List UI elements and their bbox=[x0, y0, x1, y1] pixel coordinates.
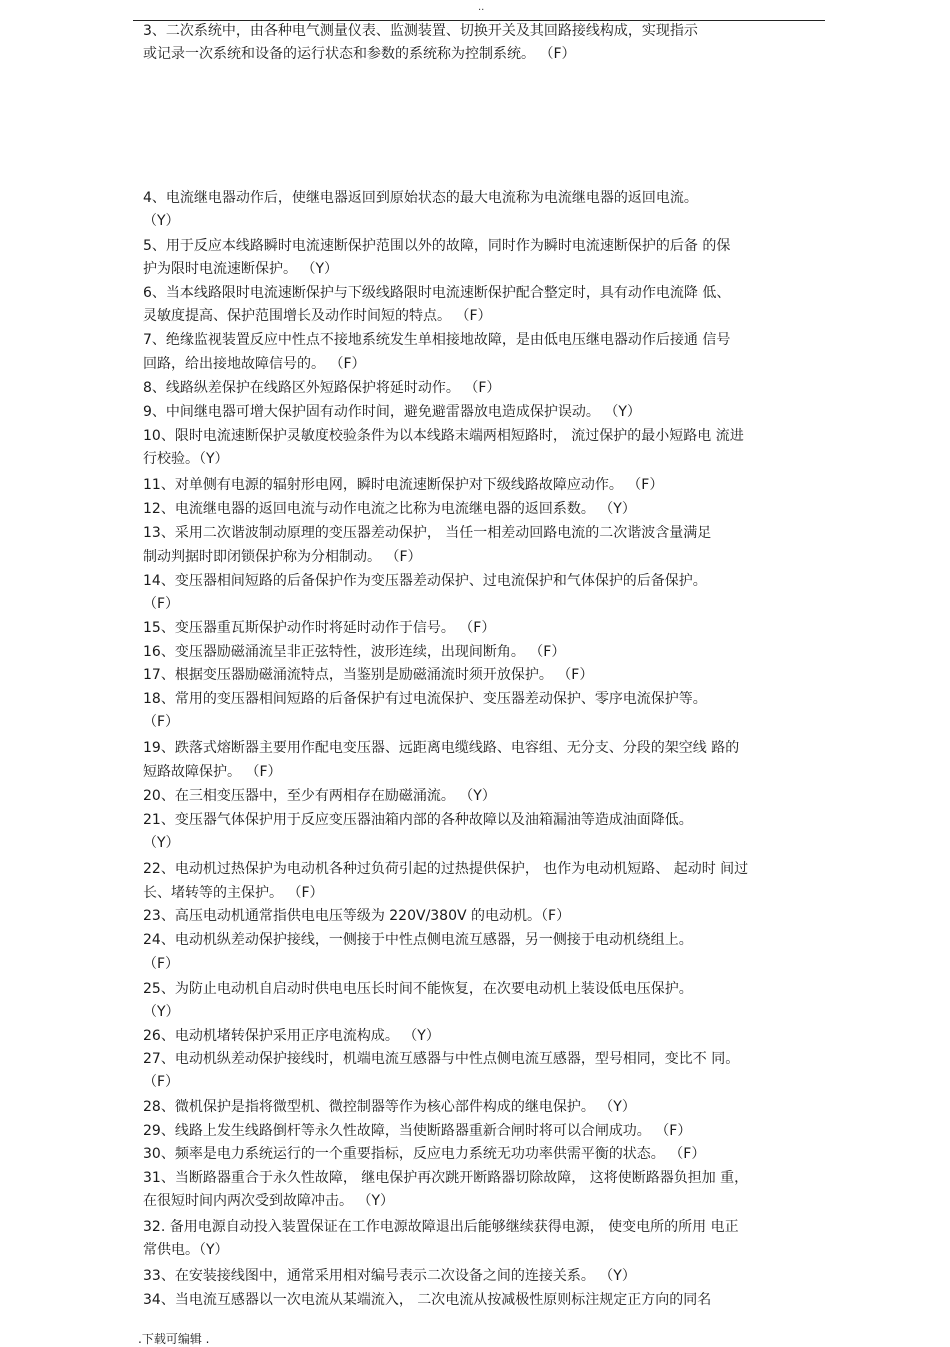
text-line: 8、线路纵差保护在线路区外短路保护将延时动作。 （F） bbox=[143, 380, 501, 396]
text-line: 9、中间继电器可增大保护固有动作时间，避免避雷器放电造成保护误动。 （Y） bbox=[143, 404, 641, 420]
text-line: 4、电流继电器动作后，使继电器返回到原始状态的最大电流称为电流继电器的返回电流。 bbox=[143, 190, 698, 206]
text-line: 14、变压器相间短路的后备保护作为变压器差动保护、过电流保护和气体保护的后备保护。 bbox=[143, 573, 707, 589]
text-line: 行校验。（Y） bbox=[143, 451, 229, 467]
text-line: 32. 备用电源自动投入装置保证在工作电源故障退出后能够继续获得电源， 使变电所的所用 电正 bbox=[143, 1219, 739, 1235]
text-line: 11、对单侧有电源的辐射形电网，瞬时电流速断保护对下级线路故障应动作。 （F） bbox=[143, 477, 664, 493]
text-line: 5、用于反应本线路瞬时电流速断保护范围以外的故障，同时作为瞬时电流速断保护的后备 的保 bbox=[143, 238, 731, 254]
text-line: 29、线路上发生线路倒杆等永久性故障，当使断路器重新合闸时将可以合闸成功。 （F） bbox=[143, 1123, 692, 1139]
text-line: 回路，给出接地故障信号的。 （F） bbox=[143, 356, 366, 372]
text-line: 3、二次系统中，由各种电气测量仪表、监测装置、切换开关及其回路接线构成，实现指示 bbox=[143, 23, 698, 39]
text-line: 制动判据时即闭锁保护称为分相制动。 （F） bbox=[143, 549, 422, 565]
text-line: 20、在三相变压器中，至少有两相存在励磁涌流。 （Y） bbox=[143, 788, 496, 804]
text-line: （F） bbox=[143, 1074, 180, 1090]
text-line: 22、电动机过热保护为电动机各种过负荷引起的过热提供保护， 也作为电动机短路、 起动时 间过 bbox=[143, 861, 749, 877]
text-line: 18、常用的变压器相间短路的后备保护有过电流保护、变压器差动保护、零序电流保护等。 bbox=[143, 691, 707, 707]
text-line: 27、电动机纵差动保护接线时，机端电流互感器与中性点侧电流互感器，型号相同，变比不 同。 bbox=[143, 1051, 740, 1067]
text-line: 19、跌落式熔断器主要用作配电变压器、远距离电缆线路、电容组、无分支、分段的架空线 路的 bbox=[143, 740, 740, 756]
text-line: （F） bbox=[143, 596, 180, 612]
text-line: 短路故障保护。 （F） bbox=[143, 764, 282, 780]
header-rule bbox=[133, 20, 825, 21]
text-line: 17、根据变压器励磁涌流特点，当鉴别是励磁涌流时须开放保护。 （F） bbox=[143, 667, 594, 683]
text-line: （Y） bbox=[143, 1004, 180, 1020]
text-line: 24、电动机纵差动保护接线，一侧接于中性点侧电流互感器，另一侧接于电动机绕组上。 bbox=[143, 932, 693, 948]
text-line: 28、微机保护是指将微型机、微控制器等作为核心部件构成的继电保护。 （Y） bbox=[143, 1099, 636, 1115]
text-line: 或记录一次系统和设备的运行状态和参数的系统称为控制系统。 （F） bbox=[143, 46, 576, 62]
text-line: 16、变压器励磁涌流呈非正弦特性，波形连续，出现间断角。 （F） bbox=[143, 644, 566, 660]
text-line: 25、为防止电动机自启动时供电电压长时间不能恢复，在次要电动机上装设低电压保护。 bbox=[143, 981, 693, 997]
text-line: 33、在安装接线图中，通常采用相对编号表示二次设备之间的连接关系。 （Y） bbox=[143, 1268, 636, 1284]
text-line: 长、堵转等的主保护。 （F） bbox=[143, 885, 324, 901]
text-line: 13、采用二次谐波制动原理的变压器差动保护， 当任一相差动回路电流的二次谐波含量满足 bbox=[143, 525, 712, 541]
text-line: （F） bbox=[143, 956, 180, 972]
text-line: 23、高压电动机通常指供电电压等级为 220V/380V 的电动机。（F） bbox=[143, 908, 571, 924]
text-line: 护为限时电流速断保护。 （Y） bbox=[143, 261, 339, 277]
text-line: （Y） bbox=[143, 213, 180, 229]
text-line: 21、变压器气体保护用于反应变压器油箱内部的各种故障以及油箱漏油等造成油面降低。 bbox=[143, 812, 693, 828]
text-line: 31、当断路器重合于永久性故障， 继电保护再次跳开断路器切除故障， 这将使断路器负担加 重， bbox=[143, 1170, 749, 1186]
text-line: 在很短时间内两次受到故障冲击。 （Y） bbox=[143, 1193, 395, 1209]
text-line: 12、电流继电器的返回电流与动作电流之比称为电流继电器的返回系数。 （Y） bbox=[143, 501, 636, 517]
text-line: （Y） bbox=[143, 835, 180, 851]
text-line: 灵敏度提高、保护范围增长及动作时间短的特点。 （F） bbox=[143, 308, 492, 324]
text-line: 15、变压器重瓦斯保护动作时将延时动作于信号。 （F） bbox=[143, 620, 496, 636]
text-line: 6、当本线路限时电流速断保护与下级线路限时电流速断保护配合整定时，具有动作电流降 低、 bbox=[143, 285, 731, 301]
text-line: 7、绝缘监视装置反应中性点不接地系统发生单相接地故障，是由低电压继电器动作后接通 信号 bbox=[143, 332, 731, 348]
text-line: 常供电。（Y） bbox=[143, 1242, 229, 1258]
text-line: 30、频率是电力系统运行的一个重要指标，反应电力系统无功功率供需平衡的状态。 （F） bbox=[143, 1146, 706, 1162]
text-line: （F） bbox=[143, 714, 180, 730]
text-line: 34、当电流互感器以一次电流从某端流入， 二次电流从按减极性原则标注规定正方向的同名 bbox=[143, 1292, 712, 1308]
header-mark: .. bbox=[478, 2, 485, 13]
text-line: 26、电动机堵转保护采用正序电流构成。 （Y） bbox=[143, 1028, 440, 1044]
footer-note: .下载可编辑 . bbox=[138, 1332, 210, 1346]
text-line: 10、限时电流速断保护灵敏度校验条件为以本线路末端两相短路时， 流过保护的最小短路电 流进 bbox=[143, 428, 744, 444]
